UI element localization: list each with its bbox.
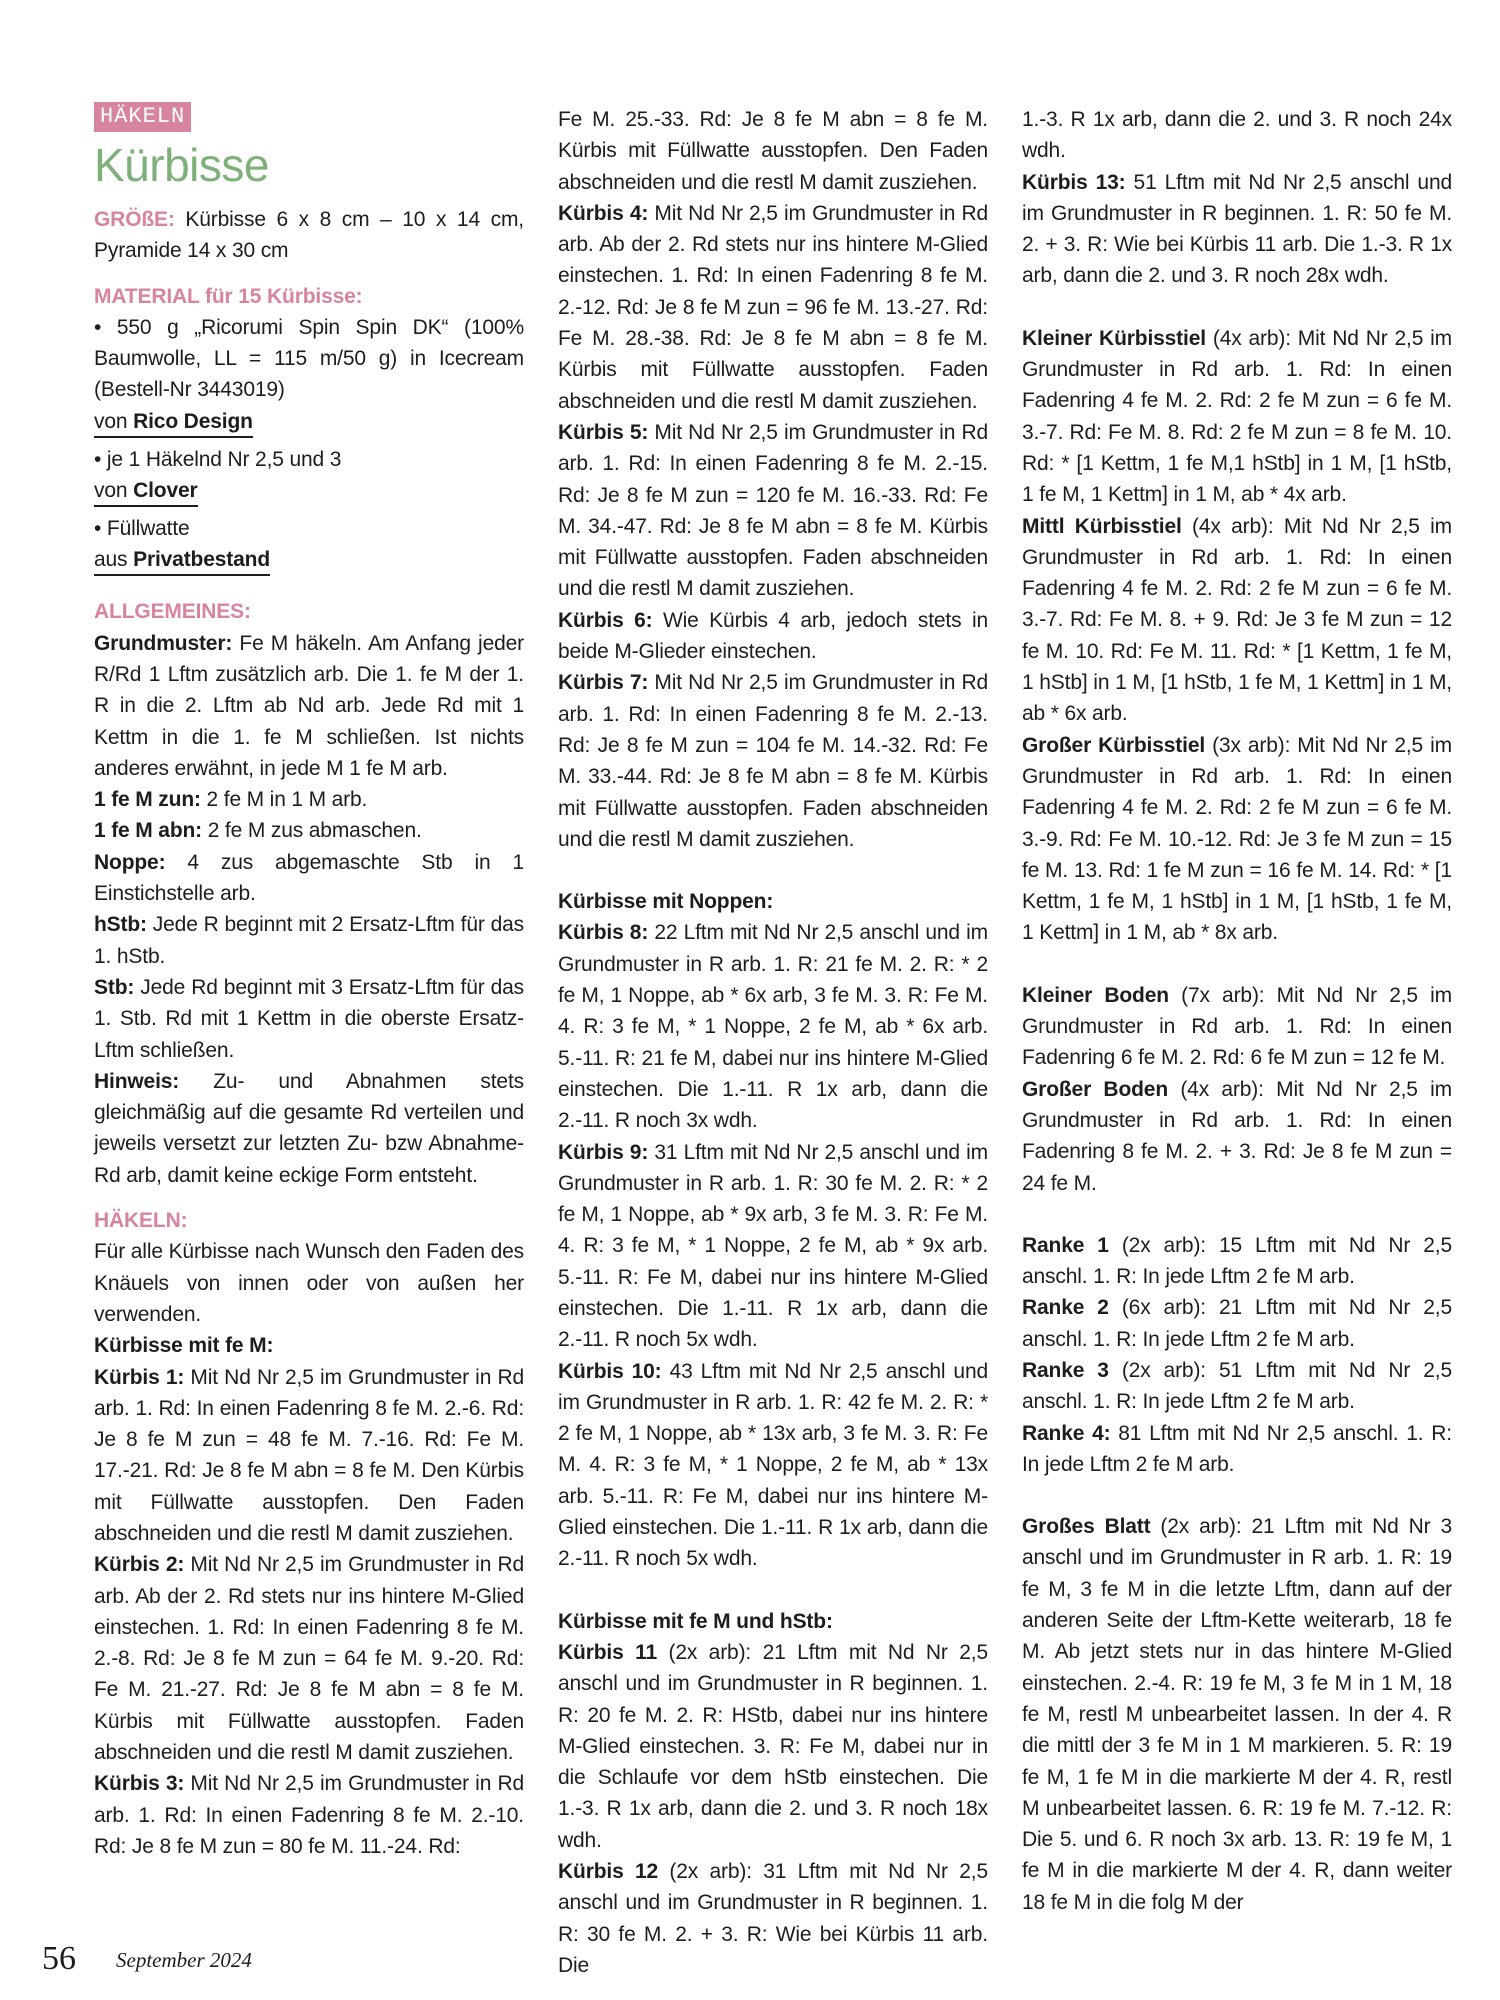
tendril-4: Ranke 4: 81 Lftm mit Nd Nr 2,5 anschl. 1. R: In jede Lftm 2 fe M arb.	[1022, 1421, 1452, 1476]
hook-item: • je 1 Häkelnd Nr 2,5 und 3	[94, 447, 342, 471]
material-heading: MATERIAL für 15 Kürbisse:	[94, 284, 363, 308]
tendril-3: Ranke 3 (2x arb): 51 Lftm mit Nd Nr 2,5 anschl. 1. R: In jede Lftm 2 fe M arb.	[1022, 1358, 1453, 1414]
bobble-pumpkins-heading: Kürbisse mit Noppen:	[558, 890, 774, 914]
crochet-intro: Für alle Kürbisse nach Wunsch den Faden des Knäuels von innen oder von außen her verwenden.	[94, 1240, 524, 1326]
pumpkin-8: Kürbis 8: 22 Lftm mit Nd Nr 2,5 anschl und im Grundmuster in R arb. 1. R: 21 fe M. 2. R: * 2 fe M, 1 Noppe, ab * 6x arb, 3 fe M. 3. R: Fe M. 4. R: 3 fe M, * 1 Noppe, 2 fe M, ab * 6x arb. 5.-11. R: 21 fe M, dabei nur ins hintere M-Glied einstechen. Die 1.-11. R 1x arb, dann die 2.-11. R noch 3x wdh.	[558, 921, 988, 1133]
page-number: 56	[42, 1940, 76, 1977]
column-1	[94, 100, 524, 1862]
section-kicker: HÄKELN	[94, 102, 191, 132]
large-stem: Großer Kürbisstiel (3x arb): Mit Nd Nr 2,5 im Grundmuster in Rd arb. 1. Rd: In einen Fadenring 4 fe M. 2. Rd: 2 fe M zun = 6 fe M. 3.-9. Rd: Fe M. 10.-12. Rd: Je 3 fe M zun = 15 fe M. 13. Rd: 1 fe M zun = 16 fe M. 14. Rd: * [1 Kettm, 1 fe M, 1 hStb] in 1 M, [1 hStb, 1 fe M, 1 Kettm] in 1 M, ab * 8x arb.	[1022, 733, 1452, 945]
pumpkin-10: Kürbis 10: 43 Lftm mit Nd Nr 2,5 anschl und im Grundmuster in R arb. 1. R: 42 fe M. 2. R: * 2 fe M, 1 Noppe, ab * 13x arb, 3 fe M. 3. R: Fe M. 4. R: 3 fe M, * 1 Noppe, 2 fe M, ab * 13x arb. 5.-11. R: Fe M, dabei nur ins hintere M-Glied einstechen. Die 1.-11. R 1x arb, dann die 2.-11. R noch 5x wdh.	[558, 1359, 988, 1571]
pumpkin-6: Kürbis 6: Wie Kürbis 4 arb, jedoch stets in beide M-Glieder einstechen.	[558, 608, 989, 664]
large-leaf: Großes Blatt (2x arb): 21 Lftm mit Nd Nr 3 anschl und im Grundmuster in R arb. 1. R: 19 fe M, 3 fe M in die letzte Lftm, dann auf der anderen Seite der Lftm-Kette weiterarb, 18 fe M. Ab jetzt stets nur in das hintere M-Glied einstechen. 2.-4. R: 19 fe M, 3 fe M in 1 M, 18 fe M, restl M unbearbeitet lassen. In der 4. R die mittl der 3 fe M in 1 M markieren. 5. R: 19 fe M, 1 fe M in die markierte M der 4. R, restl M unbearbeitet lassen. 6. R: 19 fe M. 7.-12. R: Die 5. und 6. R noch 3x arb. 13. R: 19 fe M, 1 fe M in die markierte M der 4. R, dann weiter 18 fe M in die folg M der	[1022, 1515, 1452, 1914]
dc-note: Stb: Jede Rd beginnt mit 3 Ersatz-Lftm für das 1. Stb. Rd mit 1 Kettm in die oberste Ersatz-Lftm schließen.	[94, 975, 524, 1062]
hdc-note: hStb: Jede R beginnt mit 2 Ersatz-Lftm für das 1. hStb.	[94, 913, 524, 968]
pumpkin-2: Kürbis 2: Mit Nd Nr 2,5 im Grundmuster in Rd arb. Ab der 2. Rd stets nur ins hintere M-Glied einstechen. 1. Rd: In einen Fadenring 8 fe M. 2.-8. Rd: Je 8 fe M zun = 64 fe M. 9.-20. Rd: Fe M. 21.-27. Rd: Je 8 fe M abn = 8 fe M. Kürbis mit Füllwatte ausstopfen. Faden abschneiden und die restl M damit zusziehen.	[94, 1553, 524, 1765]
sc-pumpkins-heading: Kürbisse mit fe M:	[94, 1334, 274, 1358]
small-stem: Kleiner Kürbisstiel (4x arb): Mit Nd Nr 2,5 im Grundmuster in Rd arb. 1. Rd: In einen Fadenring 4 fe M. 2. Rd: 2 fe M zun = 6 fe M. 3.-7. Rd: Fe M. 8. Rd: 2 fe M zun = 8 fe M. 10. Rd: * [1 Kettm, 1 fe M,1 hStb] in 1 M, [1 hStb, 1 fe M, 1 Kettm] in 1 M, ab * 4x arb.	[1022, 326, 1452, 507]
pumpkin-3: Kürbis 3: Mit Nd Nr 2,5 im Grundmuster in Rd arb. 1. Rd: In einen Fadenring 8 fe M. 2.-10. Rd: Je 8 fe M zun = 80 fe M. 11.-24. Rd:	[94, 1772, 524, 1858]
large-base: Großer Boden (4x arb): Mit Nd Nr 2,5 im Grundmuster in Rd arb. 1. Rd: In einen Fadenring 8 fe M. 2. + 3. Rd: Je 8 fe M zun = 24 fe M.	[1022, 1077, 1452, 1195]
filling-item: • Füllwatte	[94, 517, 190, 541]
tendril-1: Ranke 1 (2x arb): 15 Lftm mit Nd Nr 2,5 anschl. 1. R: In jede Lftm 2 fe M arb.	[1022, 1233, 1453, 1289]
column-2	[558, 104, 988, 1981]
bobble-note: Noppe: 4 zus abgemaschte Stb in 1 Einstichstelle arb.	[94, 850, 524, 906]
basic-pattern: Grundmuster: Fe M häkeln. Am Anfang jeder R/Rd 1 Lftm zusätzlich arb. Die 1. fe M der 1. R in die 2. Lftm ab Nd arb. Jede Rd mit 1 Kettm in die 1. fe M schließen. Ist nichts anderes erwähnt, in jede M 1 fe M arb.	[94, 631, 524, 780]
pumpkin-3-continued: Fe M. 25.-33. Rd: Je 8 fe M abn = 8 fe M. Kürbis mit Füllwatte ausstopfen. Den Faden abschneiden und die restl M damit zusziehen.	[558, 108, 988, 194]
yarn-item: • 550 g „Ricorumi Spin Spin DK“ (100% Baumwolle, LL = 115 m/50 g) in Icecream (Bestell-Nr 3443019)	[94, 315, 524, 402]
pumpkin-11: Kürbis 11 (2x arb): 21 Lftm mit Nd Nr 2,5 anschl und im Grundmuster in R beginnen. 1. R: 20 fe M. 2. R: HStb, dabei nur ins hintere M-Glied einstechen. 3. R: Fe M, dabei nur in die Schlaufe vor dem hStb einstechen. Die 1.-3. R 1x arb, dann die 2. und 3. R noch 18x wdh.	[558, 1640, 988, 1852]
pumpkin-1: Kürbis 1: Mit Nd Nr 2,5 im Grundmuster in Rd arb. 1. Rd: In einen Fadenring 8 fe M. 2.-6. Rd: Je 8 fe M zun = 48 fe M. 7.-16. Rd: Fe M. 17.-21. Rd: Je 8 fe M abn = 8 fe M. Den Kürbis mit Füllwatte ausstopfen. Den Faden abschneiden und die restl M damit zusziehen.	[94, 1365, 524, 1545]
pumpkin-9: Kürbis 9: 31 Lftm mit Nd Nr 2,5 anschl und im Grundmuster in R arb. 1. R: 30 fe M. 2. R: * 2 fe M, 1 Noppe, ab * 9x arb, 3 fe M. 3. R: Fe M. 4. R: 3 fe M, * 1 Noppe, 2 fe M, ab * 9x arb. 5.-11. R: Fe M, dabei nur ins hintere M-Glied einstechen. Die 1.-11. R 1x arb, dann die 2.-11. R noch 5x wdh.	[558, 1140, 988, 1352]
pumpkin-12: Kürbis 12 (2x arb): 31 Lftm mit Nd Nr 2,5 anschl und im Grundmuster in R beginnen. 1. R: 30 fe M. 2. + 3. R: Wie bei Kürbis 11 arb. Die	[558, 1860, 988, 1977]
crochet-heading: HÄKELN:	[94, 1209, 188, 1233]
small-base: Kleiner Boden (7x arb): Mit Nd Nr 2,5 im Grundmuster in Rd arb. 1. Rd: In einen Fadenring 6 fe M. 2. Rd: 6 fe M zun = 12 fe M.	[1022, 983, 1452, 1070]
pumpkin-4: Kürbis 4: Mit Nd Nr 2,5 im Grundmuster in Rd arb. Ab der 2. Rd stets nur ins hintere M-Glied einstechen. 1. Rd: In einen Fadenring 8 fe M. 2.-12. Rd: Je 8 fe M zun = 96 fe M. 13.-27. Rd: Fe M. 28.-38. Rd: Je 8 fe M abn = 8 fe M. Kürbis mit Füllwatte ausstopfen. Faden abschneiden und die restl M damit zusziehen.	[558, 201, 988, 413]
filling-source: aus Privatbestand	[94, 546, 270, 576]
page-title: Kürbisse	[94, 139, 269, 191]
pumpkin-7: Kürbis 7: Mit Nd Nr 2,5 im Grundmuster in Rd arb. 1. Rd: In einen Fadenring 8 fe M. 2.-13. Rd: Je 8 fe M zun = 104 fe M. 14.-32. Rd: Fe M. 33.-44. Rd: Je 8 fe M abn = 8 fe M. Kürbis mit Füllwatte ausstopfen. Faden abschneiden und die restl M damit zusziehen.	[558, 671, 988, 851]
yarn-source: von Rico Design	[94, 408, 253, 438]
general-heading: ALLGEMEINES:	[94, 600, 251, 624]
pumpkin-13: Kürbis 13: 51 Lftm mit Nd Nr 2,5 anschl und im Grundmuster in R beginnen. 1. R: 50 fe M. 2. + 3. R: Wie bei Kürbis 11 arb. Die 1.-3. R 1x arb, dann die 2. und 3. R noch 28x wdh.	[1022, 170, 1452, 288]
issue-date: September 2024	[116, 1948, 252, 1972]
medium-stem: Mittl Kürbisstiel (4x arb): Mit Nd Nr 2,5 im Grundmuster in Rd arb. 1. Rd: In einen Fadenring 4 fe M. 2. Rd: 2 fe M zun = 6 fe M. 3.-7. Rd: Fe M. 8. + 9. Rd: Je 3 fe M zun = 12 fe M. 10. Rd: Fe M. 11. Rd: * [1 Kettm, 1 fe M, 1 hStb] in 1 M, [1 hStb, 1 fe M, 1 Kettm] in 1 M, ab * 6x arb.	[1022, 514, 1452, 726]
size-paragraph: GRÖßE: Kürbisse 6 x 8 cm – 10 x 14 cm, Pyramide 14 x 30 cm	[94, 208, 524, 263]
hdc-pumpkins-heading: Kürbisse mit fe M und hStb:	[558, 1609, 833, 1633]
pumpkin-5: Kürbis 5: Mit Nd Nr 2,5 im Grundmuster in Rd arb. 1. Rd: In einen Fadenring 8 fe M. 2.-15. Rd: Je 8 fe M zun = 120 fe M. 16.-33. Rd: Fe M. 34.-47. Rd: Je 8 fe M abn = 8 fe M. Kürbis mit Füllwatte ausstopfen. Faden abschneiden und die restl M damit zusziehen.	[558, 420, 988, 601]
increase-note: 1 fe M zun: 2 fe M in 1 M arb.	[94, 788, 368, 812]
hint-note: Hinweis: Zu- und Abnahmen stets gleichmäßig auf die gesamte Rd verteilen und jeweils versetzt zur letzten Zu- bzw Abnahme-Rd arb, damit keine eckige Form entsteht.	[94, 1069, 524, 1187]
hook-source: von Clover	[94, 477, 198, 507]
decrease-note: 1 fe M abn: 2 fe M zus abmaschen.	[94, 819, 422, 843]
column-3	[1022, 104, 1452, 1918]
tendril-2: Ranke 2 (6x arb): 21 Lftm mit Nd Nr 2,5 anschl. 1. R: In jede Lftm 2 fe M arb.	[1022, 1296, 1453, 1351]
pumpkin-12-continued: 1.-3. R 1x arb, dann die 2. und 3. R noch 24x wdh.	[1022, 108, 1452, 163]
